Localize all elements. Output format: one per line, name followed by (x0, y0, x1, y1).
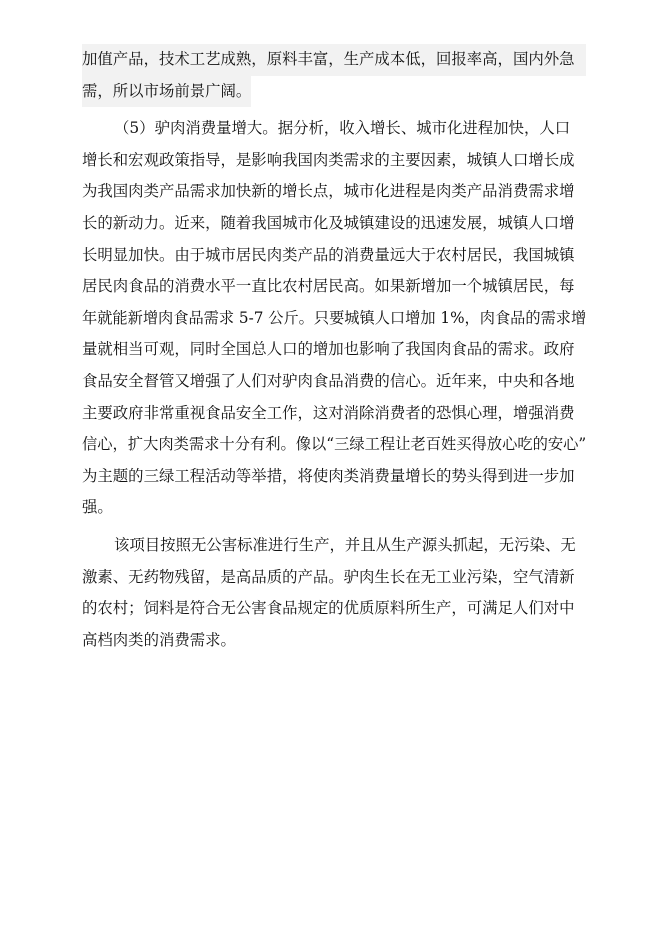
text-line (82, 271, 586, 303)
text-line (82, 208, 586, 240)
paragraph-donkey-meat-consumption (82, 113, 586, 524)
text-line-content: 长的新动力。近来，随着我国城市化及城镇建设的迅速发展，城镇人口增 (82, 213, 575, 232)
text-line-content: 加值产品，技术工艺成熟，原料丰富，生产成本低，回报率高，国内外急 (82, 50, 575, 68)
text-line (82, 334, 586, 366)
text-line-content: 该项目按照无公害标准进行生产，并且从生产源头抓起，无污染、无 (114, 535, 576, 554)
text-line (82, 625, 586, 657)
text-line (82, 429, 586, 461)
document-body (82, 44, 586, 656)
text-line (82, 145, 586, 177)
text-line-content: 长明显加快。由于城市居民肉类产品的消费量远大于农村居民，我国城镇 (82, 245, 575, 264)
text-line (82, 398, 586, 430)
text-line (82, 303, 586, 335)
text-line (82, 366, 586, 398)
text-line (82, 176, 586, 208)
text-line (82, 240, 586, 272)
text-line (82, 593, 586, 625)
text-line (82, 461, 586, 493)
text-line-content: 居民肉食品的消费水平一直比农村居民高。如果新增加一个城镇居民，每 (82, 277, 575, 296)
text-line-content: 需，所以市场前景广阔。 (82, 76, 251, 108)
text-line-content: 信心，扩大肉类需求十分有利。像以“三绿工程让老百姓买得放心吃的安心” (82, 435, 587, 454)
text-line-content: 强。 (82, 498, 113, 517)
text-line (82, 492, 586, 524)
text-line (82, 76, 586, 108)
text-line-content: （5）驴肉消费量增大。据分析，收入增长、城市化进程加快，人口 (114, 119, 571, 138)
text-line-content: 量就相当可观，同时全国总人口的增加也影响了我国肉食品的需求。政府 (82, 340, 575, 359)
text-line (82, 530, 586, 562)
paragraph-pollution-free-production (82, 530, 586, 656)
text-line-content: 为我国肉类产品需求加快新的增长点，城市化进程是肉类产品消费需求增 (82, 182, 575, 201)
text-line-content: 年就能新增肉食品需求 5-7 公斤。只要城镇人口增加 1%，肉食品的需求增 (82, 308, 587, 327)
paragraph-intro-continued (82, 44, 586, 107)
text-line-content: 主要政府非常重视食品安全工作，这对消除消费者的恐惧心理，增强消费 (82, 403, 575, 422)
text-line-content: 的农村；饲料是符合无公害食品规定的优质原料所生产，可满足人们对中 (82, 599, 575, 618)
text-line (82, 44, 586, 76)
text-line-content: 为主题的三绿工程活动等举措，将使肉类消费量增长的势头得到进一步加 (82, 466, 575, 485)
text-line-content: 增长和宏观政策指导，是影响我国肉类需求的主要因素，城镇人口增长成 (82, 150, 575, 169)
text-line-content: 高档肉类的消费需求。 (82, 630, 236, 649)
text-line-content: 激素、无药物残留，是高品质的产品。驴肉生长在无工业污染，空气清新 (82, 567, 575, 586)
text-line-content: 食品安全督管又增强了人们对驴肉食品消费的信心。近年来，中央和各地 (82, 371, 575, 390)
text-line (82, 113, 586, 145)
text-line (82, 562, 586, 594)
